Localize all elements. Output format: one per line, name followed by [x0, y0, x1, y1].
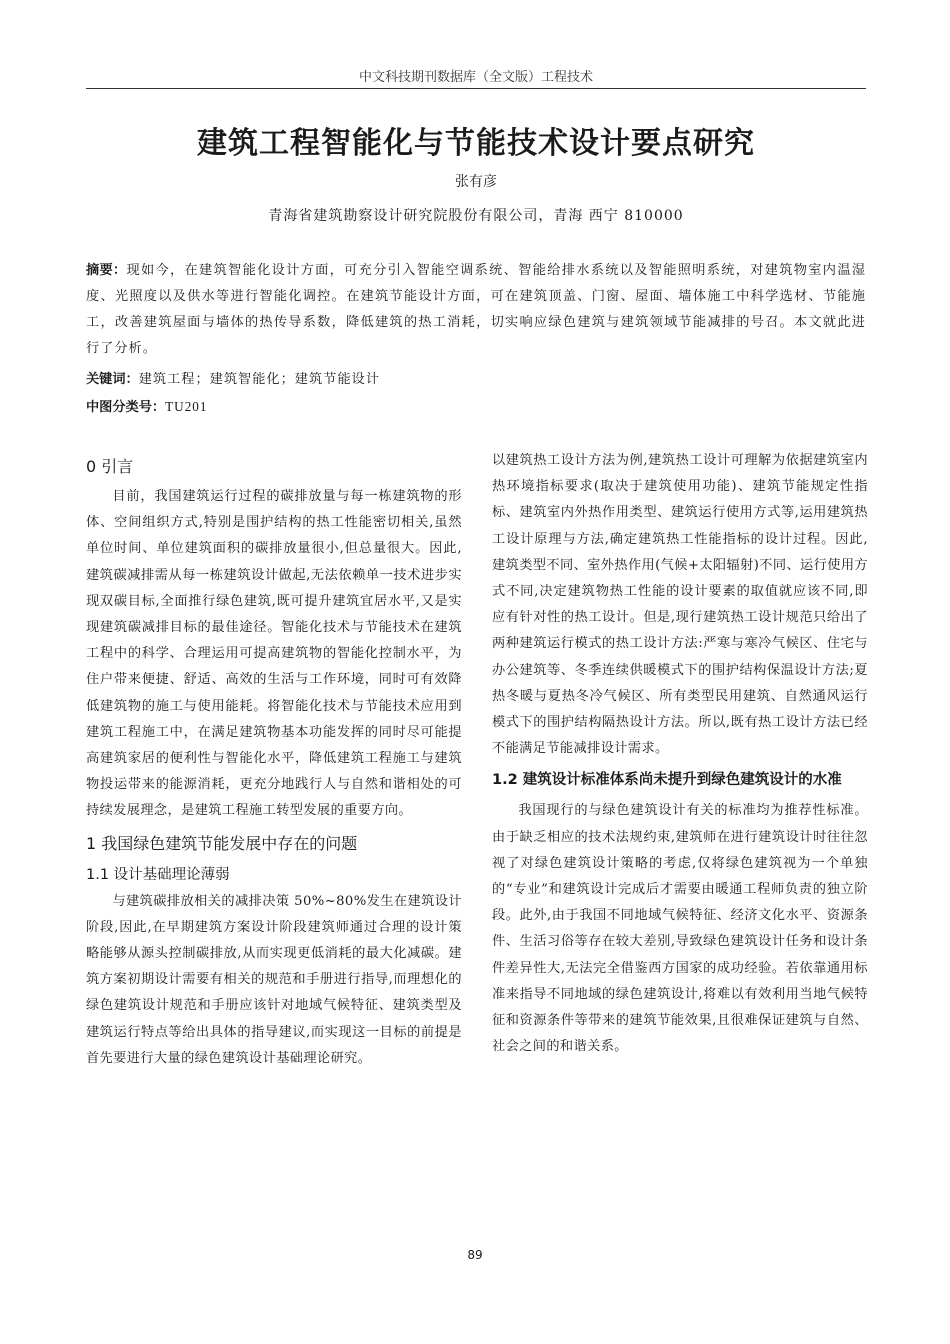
- left-column: [86, 450, 462, 1072]
- keywords-text: 建筑工程；建筑智能化；建筑节能设计: [138, 372, 380, 387]
- paper-title: 建筑工程智能化与节能技术设计要点研究: [197, 126, 755, 161]
- right-column: [492, 448, 868, 1060]
- abstract: [86, 258, 866, 362]
- section-1-heading: 1 我国绿色建筑节能发展中存在的问题: [86, 833, 358, 853]
- page-number: 89: [467, 1248, 483, 1262]
- section-0-heading: 0 引言: [86, 457, 134, 476]
- header-rule: [86, 88, 866, 89]
- author-name: 张有彦: [455, 174, 497, 190]
- section-0-paragraph: 目前，我国建筑运行过程的碳排放量与每一栋建筑物的形体、空间组织方式,特别是围护结构的热工性能密切相关,虽然单位时间、单位建筑面积的碳排放量很小,但总量很大。因此,建筑碳减排需从每一栋建筑设计做起,无法依赖单一技术进步实现双碳目标,全面推行绿色建筑,既可提升建筑宜居水平,又是实现建筑碳减排目标的最佳途径。智能化技术与节能技术在建筑工程中的科学、合理运用可提高建筑物的智能化控制水平，为住户带来便捷、舒适、高效的生活与工作环境，同时可有效降低建筑物的施工与使用能耗。将智能化技术与节能技术应用到建筑工程施工中，在满足建筑物基本功能发挥的同时尽可能提高建筑家居的便利性与智能化水平，降低建筑工程施工与建筑物投运带来的能源消耗，更充分地践行人与自然和谐相处的可持续发展理念，是建筑工程施工转型发展的重要方向。: [86, 489, 462, 819]
- section-1-2-heading: 1.2 建筑设计标准体系尚未提升到绿色建筑设计的水准: [492, 772, 842, 789]
- classification-text: TU201: [165, 399, 208, 414]
- section-1-1-continued: 以建筑热工设计方法为例,建筑热工设计可理解为依据建筑室内热环境指标要求(取决于建筑使用功能)、建筑节能规定性指标、建筑室内外热作用类型、建筑运行使用方式等,运用建筑热工设计原理与方法,确定建筑热工性能指标的设计过程。因此,建筑类型不同、室外热作用(气候+太阳辐射)不同、运行使用方式不同,决定建筑物热工性能的设计要素的取值就应该不同,即应有针对性的热工设计。但是,现行建筑热工设计规范只给出了两种建筑运行模式的热工设计方法:严寒与寒冷气候区、住宅与办公建筑等、冬季连续供暖模式下的围护结构保温设计方法;夏热冬暖与夏热冬冷气候区、所有类型民用建筑、自然通风运行模式下的围护结构隔热设计方法。所以,既有热工设计方法已经不能满足节能减排设计需求。: [492, 453, 868, 757]
- author-affiliation: 青海省建筑勘察设计研究院股份有限公司，青海 西宁 810000: [268, 208, 684, 224]
- keywords: [86, 368, 866, 387]
- abstract-text: 现如今，在建筑智能化设计方面，可充分引入智能空调系统、智能给排水系统以及智能照明系统，对建筑物室内温湿度、光照度以及供水等进行智能化调控。在建筑节能设计方面，可在建筑顶盖、门窗、屋面、墙体施工中科学选材、节能施工，改善建筑屋面与墙体的热传导系数，降低建筑的热工消耗，切实响应绿色建筑与建筑领域节能减排的号召。本文就此进行了分析。: [86, 263, 867, 356]
- section-1-2-paragraph: 我国现行的与绿色建筑设计有关的标准均为推荐性标准。由于缺乏相应的技术法规约束,建筑师在进行建筑设计时往往忽视了对绿色建筑设计策略的考虑,仅将绿色建筑视为一个单独的“专业”和建筑设计完成后才需要由暖通工程师负责的独立阶段。此外,由于我国不同地域气候特征、经济文化水平、资源条件、生活习俗等存在较大差别,导致绿色建筑设计任务和设计条件差异性大,无法完全借鉴西方国家的成功经验。若依靠通用标准来指导不同地域的绿色建筑设计,将难以有效利用当地气候特征和资源条件等带来的建筑节能效果,且很难保证建筑与自然、社会之间的和谐关系。: [492, 803, 868, 1055]
- abstract-label: 摘要：: [86, 263, 127, 278]
- classification-label: 中图分类号：: [86, 400, 166, 415]
- keywords-label: 关键词：: [86, 372, 139, 387]
- section-1-1-paragraph: 与建筑碳排放相关的减排决策 50%~80%发生在建筑设计阶段,因此,在早期建筑方案设计阶段建筑师通过合理的设计策略能够从源头控制碳排放,从而实现更低消耗的最大化减碳。建筑方案初期设计需要有相关的规范和手册进行指导,而理想化的绿色建筑设计规范和手册应该针对地域气候特征、建筑类型及建筑运行特点等给出具体的指导建议,而实现这一目标的前提是首先要进行大量的绿色建筑设计基础理论研究。: [86, 893, 462, 1066]
- classification: [86, 396, 866, 415]
- running-header: 中文科技期刊数据库（全文版）工程技术: [358, 70, 593, 85]
- section-1-1-heading: 1.1 设计基础理论薄弱: [86, 866, 230, 883]
